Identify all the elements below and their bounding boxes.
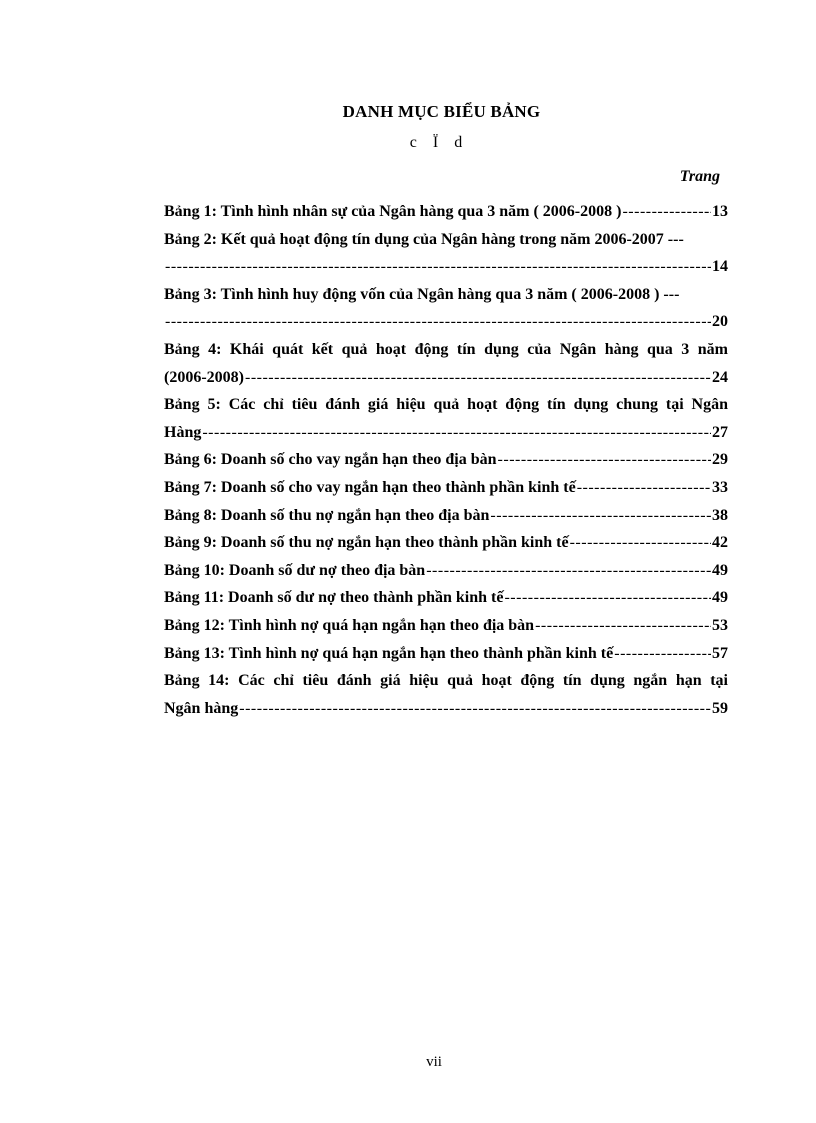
list-item (164, 281, 728, 336)
dot-leader (535, 612, 711, 640)
list-item (164, 226, 728, 281)
entry-title: Bảng 10: Doanh số dư nợ theo địa bàn (164, 561, 426, 579)
dot-leader (577, 474, 711, 502)
list-item (164, 502, 728, 530)
list-item (164, 474, 728, 502)
dot-leader (498, 446, 711, 474)
entry-title: Bảng 9: Doanh số thu nợ ngắn hạn theo thành phần kinh tế (164, 534, 569, 552)
dot-leader (245, 364, 711, 392)
dot-leader (165, 253, 711, 281)
entry-page-number: 57 (712, 644, 728, 662)
list-item (164, 667, 728, 722)
dot-leader (202, 419, 711, 447)
dot-leader (622, 198, 711, 226)
entry-page-number: 27 (712, 423, 728, 441)
list-item (164, 612, 728, 640)
dot-leader (165, 308, 711, 336)
entry-title-continued: Ngân hàng (164, 699, 239, 717)
page-title: DANH MỤC BIỂU BẢNG (342, 102, 541, 121)
entry-page-number: 59 (712, 699, 728, 717)
list-item (164, 391, 728, 446)
entry-page-number: 13 (712, 203, 728, 220)
entry-title: Bảng 14: Các chỉ tiêu đánh giá hiệu quả hoạt động tín dụng ngắn hạn tại (164, 672, 728, 690)
dot-leader (614, 640, 711, 668)
entry-title: Bảng 4: Khái quát kết quả hoạt động tín dụng của Ngân hàng qua 3 năm (164, 340, 728, 358)
list-item (164, 336, 728, 391)
entry-title: Bảng 11: Doanh số dư nợ theo thành phần kinh tế (164, 589, 504, 607)
entry-page-number: 38 (712, 506, 728, 524)
table-list (164, 198, 728, 722)
list-item (164, 640, 728, 668)
dot-leader (239, 695, 711, 723)
dot-leader (426, 557, 711, 585)
entry-title: Bảng 7: Doanh số cho vay ngắn hạn theo thành phần kinh tế (164, 478, 576, 496)
entry-title: Bảng 12: Tình hình nợ quá hạn ngắn hạn theo địa bàn (164, 616, 535, 634)
entry-page-number: 42 (712, 534, 728, 552)
entry-title-continued: (2006-2008) (164, 368, 244, 386)
dot-leader (570, 529, 711, 557)
entry-page-number: 33 (712, 478, 728, 496)
entry-page-number: 14 (712, 258, 728, 276)
entry-page-number: 29 (712, 451, 728, 469)
entry-title: Bảng 8: Doanh số thu nợ ngắn hạn theo địa bàn (164, 506, 490, 524)
footer-page-number: vii (426, 1054, 442, 1070)
entry-page-number: 53 (712, 616, 728, 634)
decorative-ornament: c Ï d (409, 134, 469, 151)
entry-title: Bảng 13: Tình hình nợ quá hạn ngắn hạn theo thành phần kinh tế (164, 644, 614, 662)
entry-title: Bảng 1: Tình hình nhân sự của Ngân hàng qua 3 năm ( 2006-2008 ) (164, 203, 622, 220)
entry-page-number: 49 (712, 561, 728, 579)
page-column-label: Trang (679, 168, 720, 185)
list-item (164, 446, 728, 474)
list-item (164, 557, 728, 585)
dot-leader (490, 502, 711, 530)
list-item (164, 529, 728, 557)
entry-title: Bảng 6: Doanh số cho vay ngắn hạn theo địa bàn (164, 451, 497, 469)
entry-title-continued: Hàng (164, 423, 202, 441)
entry-page-number: 24 (712, 368, 728, 386)
entry-title: Bảng 2: Kết quả hoạt động tín dụng của Ngân hàng trong năm 2006-2007 --- (164, 230, 684, 248)
dot-leader (504, 584, 711, 612)
list-item (164, 198, 728, 226)
entry-title: Bảng 3: Tình hình huy động vốn của Ngân hàng qua 3 năm ( 2006-2008 ) --- (164, 285, 680, 303)
entry-page-number: 49 (712, 589, 728, 607)
entry-title: Bảng 5: Các chỉ tiêu đánh giá hiệu quả hoạt động tín dụng chung tại Ngân (164, 396, 728, 414)
entry-page-number: 20 (712, 313, 728, 331)
list-item (164, 584, 728, 612)
